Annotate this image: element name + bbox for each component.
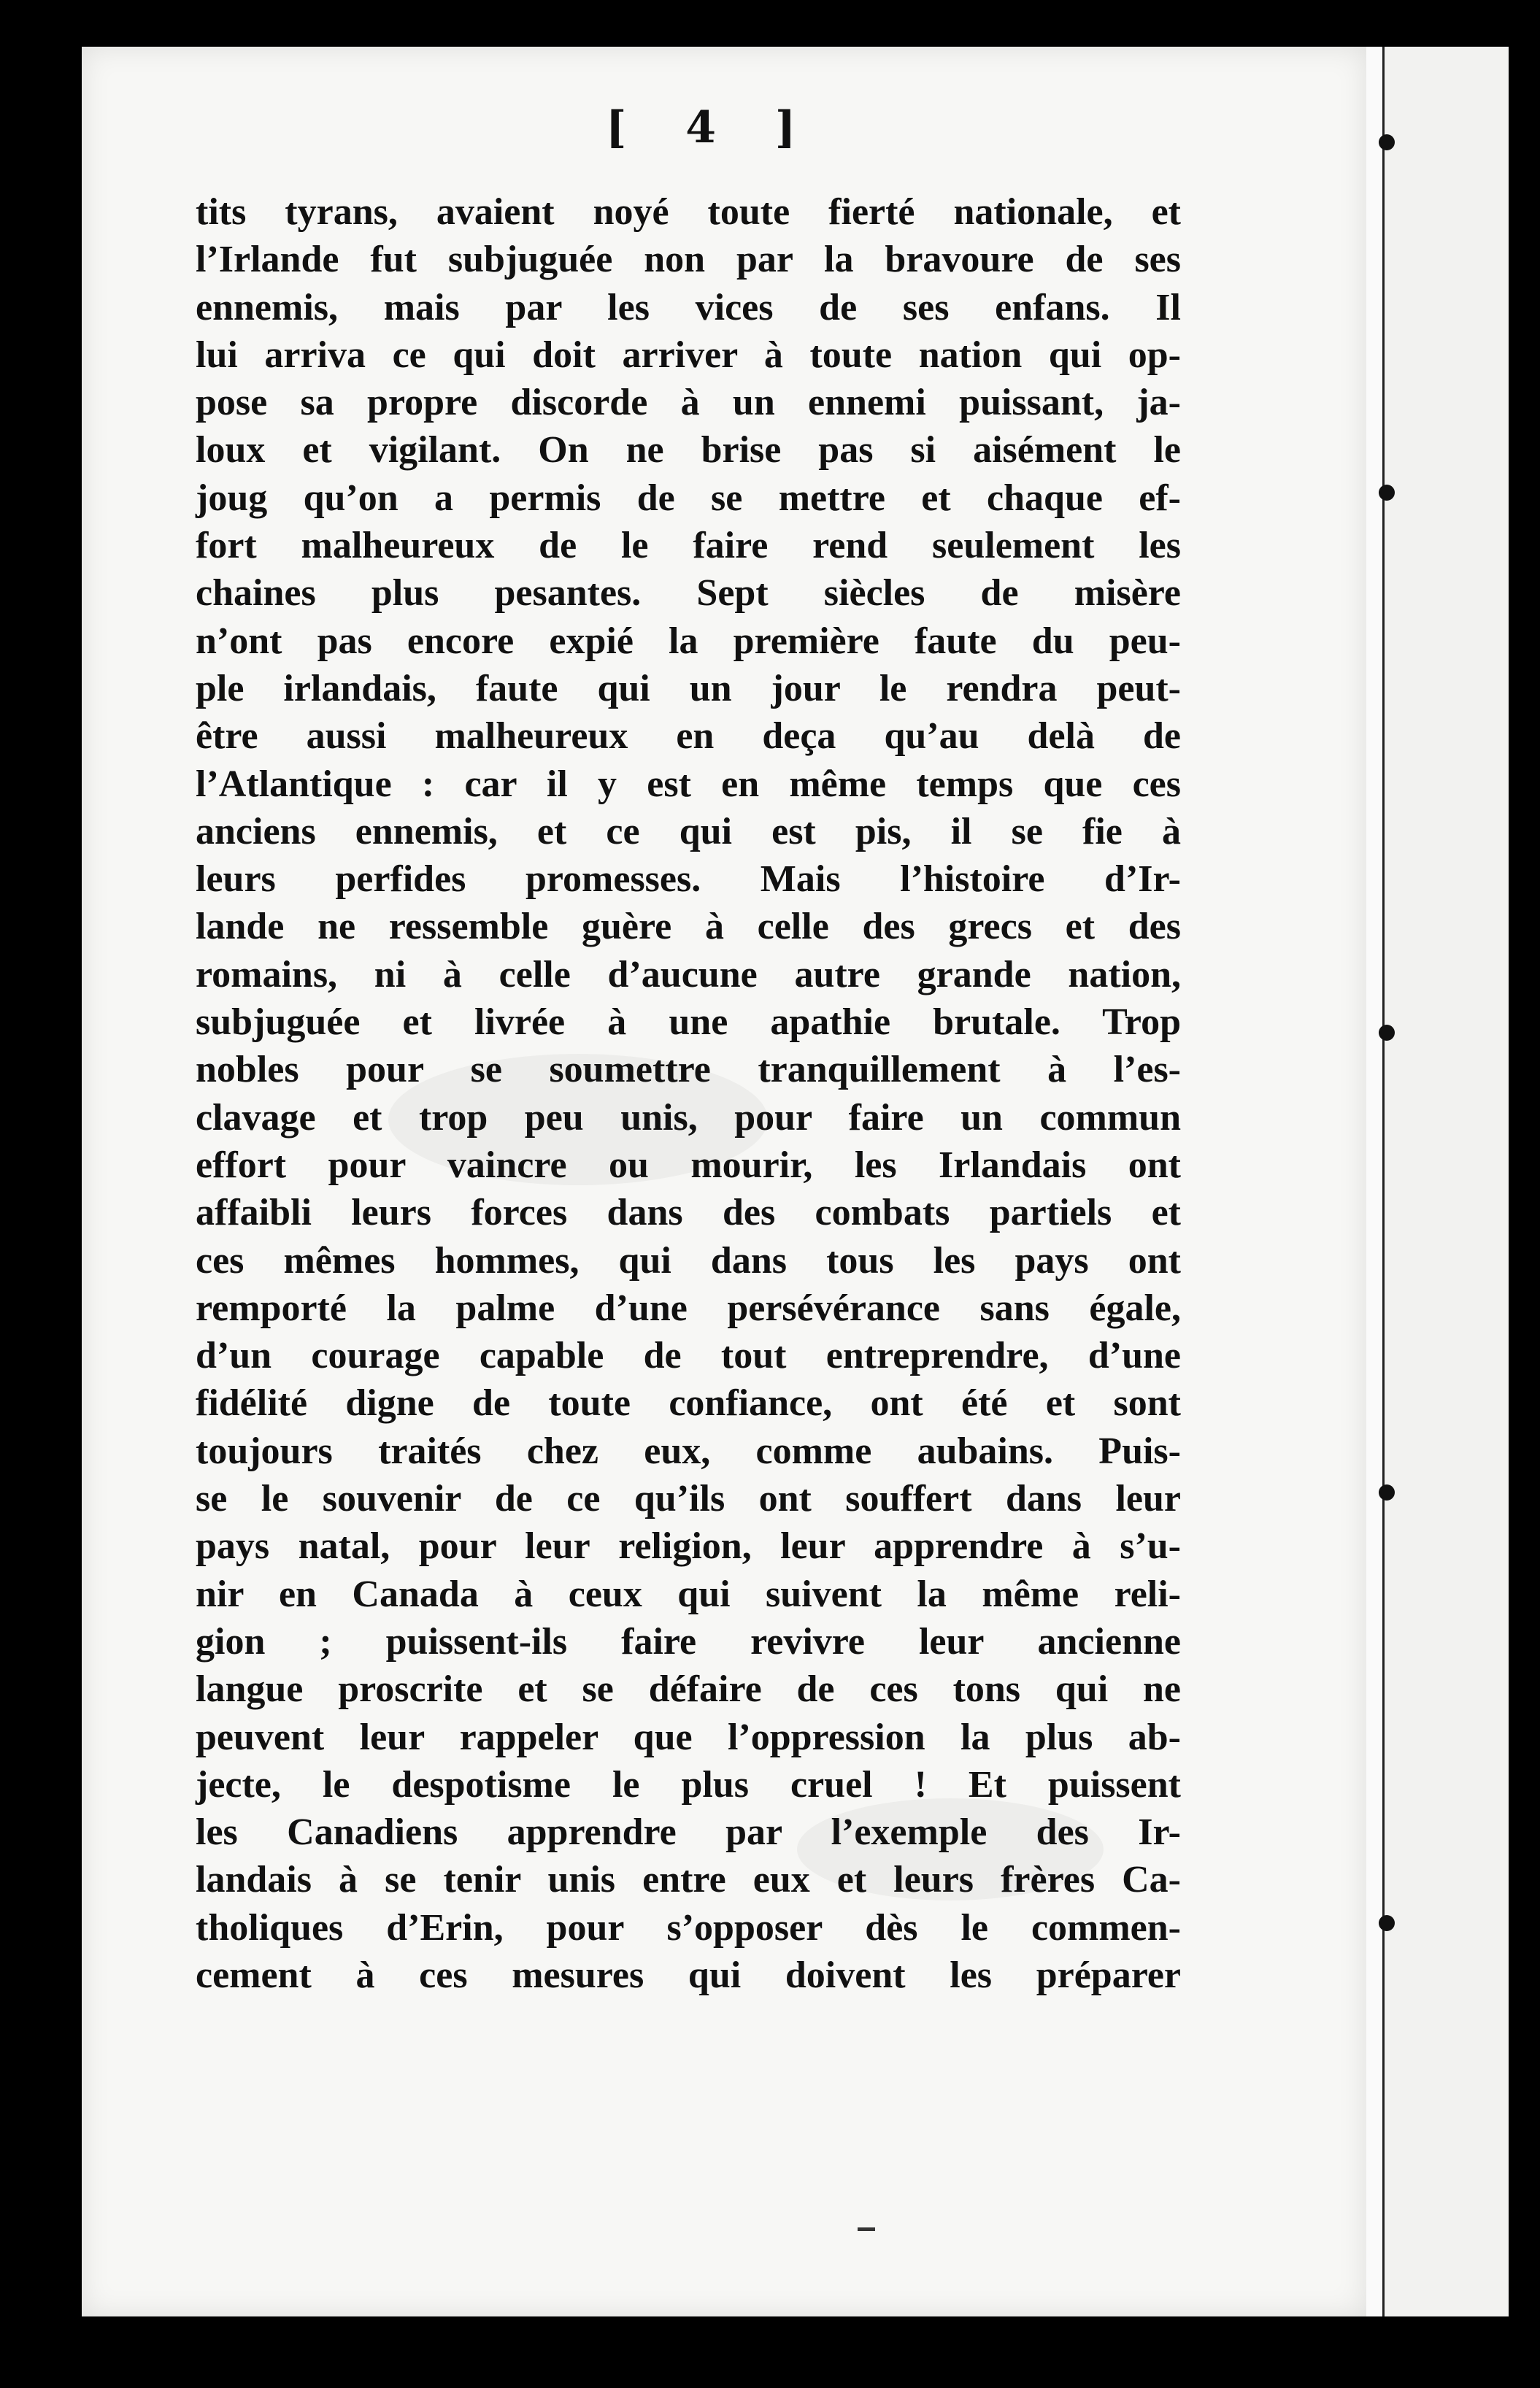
body-text [196, 188, 1181, 1999]
text-line: d’un courage capable de tout entreprendre, d’une [196, 1335, 1181, 1377]
text-line: ennemis, mais par les vices de ses enfans. Il [196, 286, 1181, 328]
page-gutter [1366, 47, 1382, 2316]
facing-page-edge [1382, 47, 1509, 2316]
text-line: remporté la palme d’une persévérance sans égale, [196, 1287, 1181, 1329]
text-line: romains, ni à celle d’aucune autre grande nation, [196, 953, 1181, 995]
text-line: joug qu’on a permis de se mettre et chaque ef- [196, 477, 1181, 519]
text-line: les Canadiens apprendre par l’exemple des Ir- [196, 1811, 1181, 1854]
binding-mark [1379, 1915, 1395, 1931]
text-line: tholiques d’Erin, pour s’opposer dès le commen- [196, 1906, 1181, 1949]
text-line: leurs perfides promesses. Mais l’histoire d’Ir- [196, 858, 1181, 901]
text-line: chaines plus pesantes. Sept siècles de misère [196, 572, 1181, 615]
text-line: se le souvenir de ce qu’ils ont souffert dans leur [196, 1478, 1181, 1520]
text-line: n’ont pas encore expié la première faute du peu- [196, 620, 1181, 662]
text-line: l’Irlande fut subjuguée non par la bravoure de ses [196, 239, 1181, 281]
text-line: ces mêmes hommes, qui dans tous les pays ont [196, 1239, 1181, 1282]
text-line: fidélité digne de toute confiance, ont été et sont [196, 1382, 1181, 1425]
text-line: jecte, le despotisme le plus cruel ! Et puissent [196, 1763, 1181, 1806]
text-line: langue proscrite et se défaire de ces tons qui ne [196, 1668, 1181, 1711]
text-line: peuvent leur rappeler que l’oppression la plus ab- [196, 1716, 1181, 1758]
text-line: lui arriva ce qui doit arriver à toute nation qui op- [196, 334, 1181, 376]
text-line: nir en Canada à ceux qui suivent la même reli- [196, 1573, 1181, 1615]
text-line: fort malheureux de le faire rend seulement les [196, 525, 1181, 567]
binding-mark [1379, 485, 1395, 501]
text-line: clavage et trop peu unis, pour faire un commun [196, 1096, 1181, 1139]
text-line: effort pour vaincre ou mourir, les Irlandais ont [196, 1144, 1181, 1186]
text-line: subjuguée et livrée à une apathie brutale. Trop [196, 1001, 1181, 1044]
text-line: lande ne ressemble guère à celle des grecs et des [196, 906, 1181, 948]
text-line: anciens ennemis, et ce qui est pis, il se fie à [196, 810, 1181, 852]
text-line: affaibli leurs forces dans des combats partiels et [196, 1192, 1181, 1234]
page-number: [ 4 ] [606, 102, 818, 153]
text-line: toujours traités chez eux, comme aubains. Puis- [196, 1430, 1181, 1472]
binding-mark [1379, 1025, 1395, 1041]
text-line: landais à se tenir unis entre eux et leurs frères Ca- [196, 1859, 1181, 1901]
text-line: gion ; puissent-ils faire revivre leur ancienne [196, 1620, 1181, 1663]
text-line: loux et vigilant. On ne brise pas si aisément le [196, 429, 1181, 471]
text-line: l’Atlantique : car il y est en même temps que ces [196, 763, 1181, 805]
text-line: nobles pour se soumettre tranquillement à l’es- [196, 1049, 1181, 1091]
page-dash-mark [858, 2227, 875, 2231]
text-line: pose sa propre discorde à un ennemi puissant, ja- [196, 382, 1181, 424]
binding-mark [1379, 134, 1395, 150]
text-line: ple irlandais, faute qui un jour le rendra peut- [196, 667, 1181, 709]
text-line: cement à ces mesures qui doivent les préparer [196, 1954, 1181, 1996]
binding-mark [1379, 1484, 1395, 1501]
text-line: tits tyrans, avaient noyé toute fierté nationale, et [196, 191, 1181, 233]
text-line: pays natal, pour leur religion, leur apprendre à s’u- [196, 1525, 1181, 1568]
text-line: être aussi malheureux en deça qu’au delà de [196, 715, 1181, 758]
